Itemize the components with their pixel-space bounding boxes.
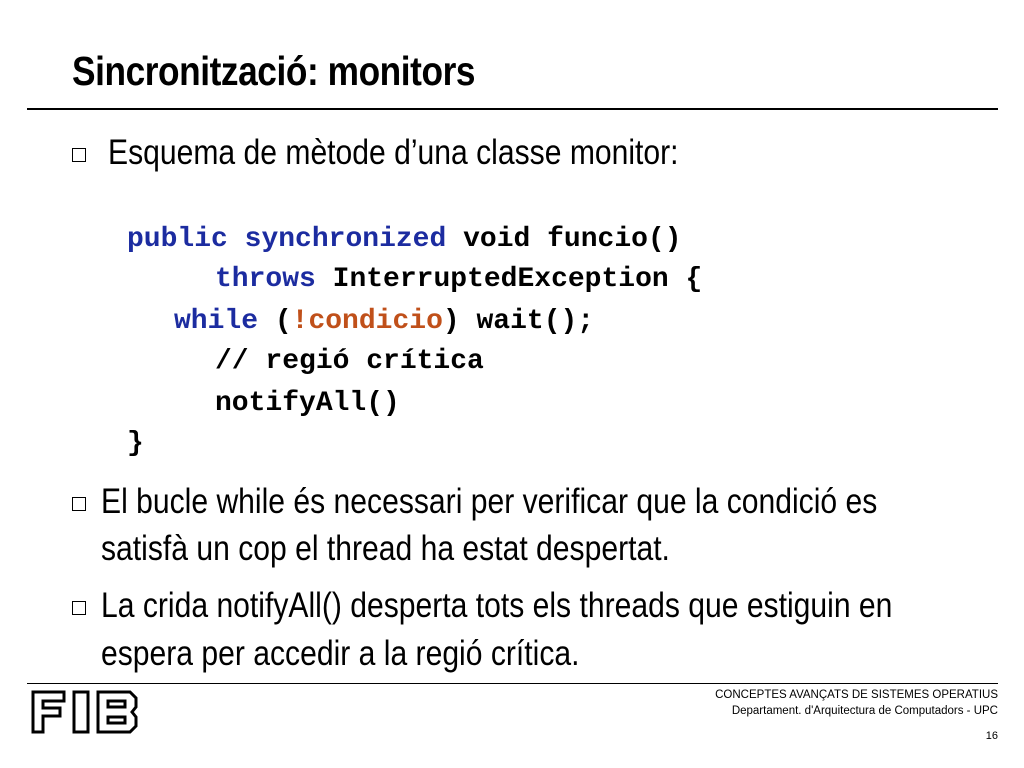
code-signature: void funcio()	[463, 224, 682, 255]
title-divider	[27, 108, 998, 110]
bullet-square-icon	[72, 497, 86, 511]
code-keyword-synchronized: synchronized	[244, 224, 447, 255]
code-line-5: notifyAll()	[215, 388, 400, 419]
footer-course-title: CONCEPTES AVANÇATS DE SISTEMES OPERATIUS	[715, 689, 998, 701]
footer-department: Departament. d'Arquitectura de Computadors - UPC	[731, 705, 998, 717]
bullet-square-icon	[72, 148, 86, 162]
code-line-3	[174, 302, 594, 342]
code-exception: InterruptedException {	[332, 264, 703, 295]
bullet-text-1: Esquema de mètode d’una classe monitor:	[108, 133, 679, 172]
bullet-square-icon	[72, 601, 86, 615]
bullet-text-2-line-2: satisfà un cop el thread ha estat despertat.	[101, 529, 670, 568]
code-line-2	[215, 260, 702, 300]
code-line-4: // regió crítica	[215, 346, 484, 377]
code-condition: !condicio	[291, 306, 443, 337]
bullet-text-3-line-2: espera per accedir a la regió crítica.	[101, 634, 580, 673]
bullet-text-3-line-1: La crida notifyAll() desperta tots els threads que estiguin en	[101, 586, 893, 625]
code-wait-call: ) wait();	[442, 306, 595, 337]
code-keyword-public: public	[127, 224, 228, 255]
footer-divider	[27, 683, 998, 684]
code-line-1	[127, 220, 682, 260]
page-number: 16	[985, 730, 998, 742]
bullet-text-2-line-1: El bucle while és necessari per verificar que la condició es	[101, 482, 878, 521]
fib-logo-icon	[30, 689, 140, 735]
slide-title: Sincronització: monitors	[72, 48, 476, 94]
code-keyword-throws: throws	[215, 264, 316, 295]
code-line-6: }	[127, 428, 144, 459]
code-paren-open: (	[274, 306, 292, 337]
code-keyword-while: while	[174, 306, 259, 337]
